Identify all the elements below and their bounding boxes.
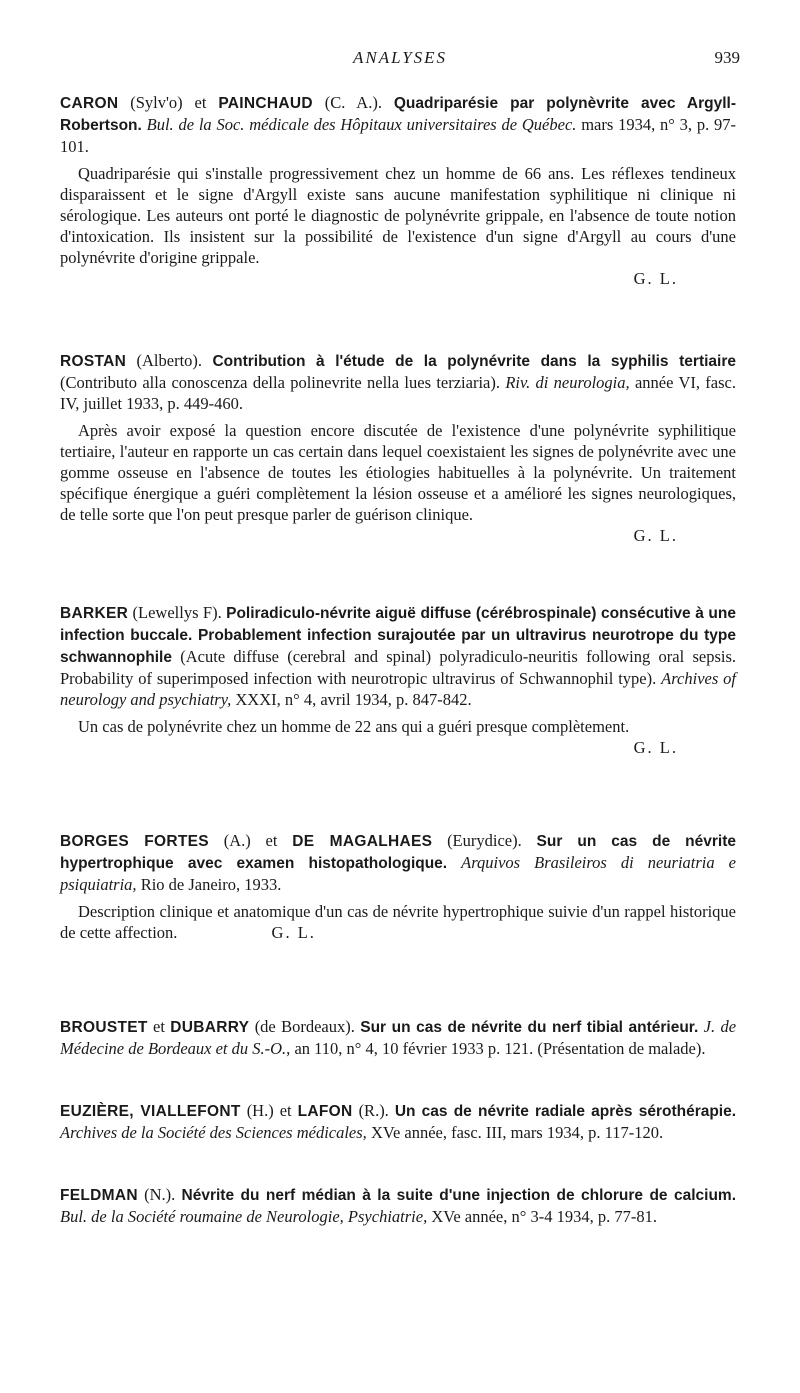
article-title: Sur un cas de névrite hypertrophique avec examen histopathologique. <box>60 833 736 872</box>
author-given: (C. A.). <box>324 93 382 112</box>
abstract-entry <box>60 1016 736 1059</box>
reviewer-initials: G. L. <box>633 738 678 757</box>
reviewer-initials: G. L. <box>633 526 678 545</box>
journal-source: Archives de la Société des Sciences médicales, <box>60 1123 367 1142</box>
abstract-entry <box>60 1184 736 1227</box>
reviewer-initials: G. L. <box>633 269 678 288</box>
bibliographic-reference <box>60 350 736 414</box>
author-name: FELDMAN <box>60 1187 138 1204</box>
citation-details: XXXI, n° 4, avril 1934, p. 847-842. <box>235 690 472 709</box>
article-title: Quadriparésie par polynèvrite avec Argyll-Robertson. <box>60 95 737 134</box>
citation-details: XVe année, n° 3-4 1934, p. 77-81. <box>431 1207 657 1226</box>
citation-details: Rio de Janeiro, 1933. <box>140 875 282 894</box>
author-given: et <box>153 1017 165 1036</box>
abstract-entry <box>60 350 736 546</box>
journal-source: Archives of neurology and psychiatry, <box>60 669 737 709</box>
author-given: (Eurydice). <box>447 831 522 850</box>
author-name: DE MAGALHAES <box>292 833 433 850</box>
citation-details: mars 1934, n° 3, p. 97-101. <box>60 115 737 156</box>
abstract-summary <box>60 901 736 943</box>
citation-details: année VI, fasc. IV, juillet 1933, p. 449-460. <box>60 373 737 413</box>
abstract-entry <box>60 92 736 289</box>
title-translation: (Contributo alla conoscenza della polinevrite nella lues terziaria). <box>60 373 500 392</box>
abstract-entry <box>60 1100 736 1143</box>
title-translation: (Acute diffuse (cerebral and spinal) polyradiculo-neuritis following oral sepsis. Probability of superimposed infection with neurotropic ultravirus of Schwannophil type). <box>60 647 736 688</box>
article-title: Névrite du nerf médian à la suite d'une injection de chlorure de calcium. <box>181 1187 737 1204</box>
abstract-summary-text: Description clinique et anatomique d'un cas de névrite hypertrophique suivie d'un rappel historique de cette affection. <box>60 902 736 942</box>
bibliographic-reference <box>60 1100 736 1143</box>
journal-source: Bul. de la Soc. médicale des Hôpitaux universitaires de Québec. <box>146 115 577 134</box>
author-given: (N.). <box>144 1185 176 1204</box>
citation-details: an 110, n° 4, 10 février 1933 p. 121. (Présentation de malade). <box>294 1039 706 1058</box>
page-number: 939 <box>714 48 740 67</box>
author-name: PAINCHAUD <box>218 95 313 112</box>
bibliographic-reference <box>60 602 736 710</box>
article-title: Poliradiculo-névrite aiguë diffuse (cérébrospinale) consécutive à une infection buccale. Probablement infection surajoutée par un ultravirus neurotrope du type schwannophile <box>60 605 736 666</box>
journal-source: Arquivos Brasileiros di neuriatria e psiquiatria, <box>60 853 736 894</box>
author-name: BROUSTET <box>60 1019 148 1036</box>
reviewer-initials: G. L. <box>271 923 316 942</box>
abstract-entry <box>60 602 736 758</box>
author-name: EUZIÈRE, VIALLEFONT <box>60 1103 241 1120</box>
author-given: (Alberto). <box>136 351 203 370</box>
author-given: (Sylv'o) et <box>130 93 207 112</box>
abstract-summary: Quadriparésie qui s'installe progressivement chez un homme de 66 ans. Les réflexes tendineux disparaissent et le signe d'Argyll existe sans aucune manifestation syphilitique ni clinique ni sérologique. Les auteurs ont porté le diagnostic de polynévrite grippale, en l'absence de toute notion d'intoxication. Ils insistent sur la possibilité de l'existence d'un signe d'Argyll au cours d'une polynévrite d'origine grippale. <box>60 164 736 267</box>
bibliographic-reference <box>60 1016 736 1059</box>
abstract-summary: Un cas de polynévrite chez un homme de 22 ans qui a guéri presque complètement. <box>78 717 630 736</box>
journal-source: J. de Médecine de Bordeaux et du S.-O., <box>60 1017 737 1058</box>
author-given: (A.) et <box>223 831 278 850</box>
author-name: ROSTAN <box>60 353 127 370</box>
author-name: LAFON <box>297 1103 353 1120</box>
bibliographic-reference <box>60 830 736 895</box>
bibliographic-reference <box>60 1184 736 1227</box>
journal-source: Riv. di neurologia, <box>505 373 630 392</box>
journal-source: Bul. de la Société roumaine de Neurologie, Psychiatrie, <box>60 1207 428 1226</box>
abstract-summary: Après avoir exposé la question encore discutée de l'existence d'une polynévrite syphilitique tertiaire, l'auteur en rapporte un cas certain dans lequel coexistaient les signes de polynévrite avec une gomme osseuse en l'absence de toutes les étiologies habituelles à la polynévrite. Un traitement spécifique énergique a guéri complètement la lésion osseuse et a amélioré les signes neurologiques, de telle sorte que l'on peut presque parler de guérison clinique. <box>60 421 736 524</box>
running-head <box>60 48 740 72</box>
author-given: (Lewellys F). <box>132 603 222 622</box>
citation-details: XVe année, fasc. III, mars 1934, p. 117-120. <box>370 1123 664 1142</box>
article-title: Un cas de névrite radiale après sérothérapie. <box>394 1103 737 1120</box>
author-given: (R.). <box>358 1101 389 1120</box>
author-name: CARON <box>60 95 119 112</box>
author-name: BARKER <box>60 605 129 622</box>
article-title: Sur un cas de névrite du nerf tibial antérieur. <box>360 1019 699 1036</box>
author-name: BORGES FORTES <box>60 833 209 850</box>
author-name: DUBARRY <box>170 1019 250 1036</box>
article-title: Contribution à l'étude de la polynévrite dans la syphilis tertiaire <box>212 353 736 370</box>
author-given: (H.) et <box>246 1101 292 1120</box>
bibliographic-reference <box>60 92 736 157</box>
running-title: ANALYSES <box>352 48 448 67</box>
abstract-entry <box>60 830 736 943</box>
author-given: (de Bordeaux). <box>254 1017 355 1036</box>
